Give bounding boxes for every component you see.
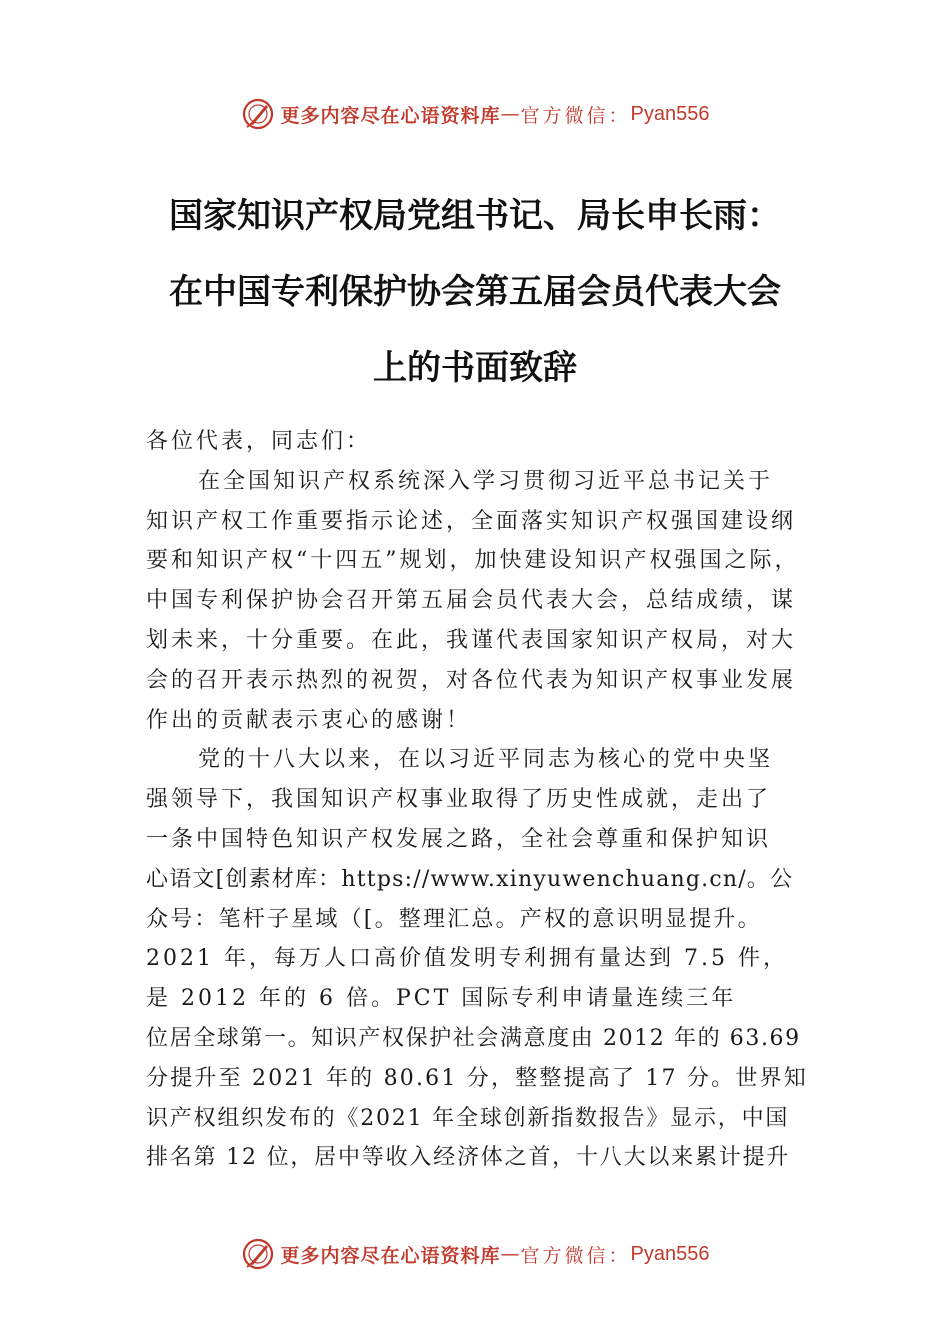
quill-seal-icon [241, 1237, 275, 1271]
quill-seal-icon [241, 97, 275, 131]
paragraph-line: 排名第 12 位，居中等收入经济体之首，十八大以来累计提升 [146, 1145, 791, 1171]
paragraph-line: 2021 年，每万人口高价值发明专利拥有量达到 7.5 件， [146, 946, 788, 972]
document-title [0, 178, 950, 406]
paragraph-line: 中国专利保护协会召开第五届会员代表大会，总结成绩，谋 [146, 588, 797, 614]
paragraph-line: 分提升至 2021 年的 80.61 分，整整提高了 17 分。世界知 [146, 1065, 808, 1091]
paragraph-line-url: 心语文[创素材库：https://www.xinyuwenchuang.cn/。公 [146, 866, 794, 892]
banner-main-text: 更多内容尽在心语资料库 [280, 1244, 501, 1267]
banner-wechat-label: 官方微信： [520, 104, 631, 127]
banner-wechat-id: Pyan556 [630, 1242, 710, 1265]
title-line-3: 上的书面致辞 [373, 348, 577, 388]
footer-banner [0, 1234, 950, 1274]
paragraph-line: 一条中国特色知识产权发展之路，全社会尊重和保护知识 [146, 826, 772, 852]
banner-main-text: 更多内容尽在心语资料库 [280, 104, 501, 127]
paragraph-line: 党的十八大以来，在以习近平同志为核心的党中央坚 [198, 747, 774, 773]
banner-separator: — [500, 1243, 521, 1265]
paragraph-line: 位居全球第一。知识产权保护社会满意度由 2012 年的 63.69 [146, 1025, 801, 1051]
paragraph-line: 要和知识产权“十四五”规划，加快建设知识产权强国之际， [146, 548, 800, 574]
title-line-2: 在中国专利保护协会第五届会员代表大会 [169, 272, 781, 312]
paragraph-line: 是 2012 年的 6 倍。PCT 国际专利申请量连续三年 [146, 986, 737, 1012]
header-banner [0, 94, 950, 134]
document-body [146, 422, 806, 1178]
paragraph-line: 在全国知识产权系统深入学习贯彻习近平总书记关于 [198, 468, 774, 494]
banner-wechat-id: Pyan556 [630, 102, 710, 125]
paragraph-line: 划未来，十分重要。在此，我谨代表国家知识产权局，对大 [146, 627, 797, 653]
title-line-1: 国家知识产权局党组书记、局长申长雨： [169, 196, 781, 236]
paragraph-line: 会的召开表示热烈的祝贺，对各位代表为知识产权事业发展 [146, 667, 797, 693]
salutation: 各位代表，同志们： [146, 429, 372, 454]
paragraph-line: 作出的贡献表示衷心的感谢！ [146, 707, 472, 733]
paragraph-line: 众号：笔杆子星域（[。整理汇总。产权的意识明显提升。 [146, 906, 762, 932]
paragraph-line: 识产权组织发布的《2021 年全球创新指数报告》显示，中国 [146, 1105, 790, 1131]
banner-separator: — [500, 103, 521, 125]
paragraph-line: 知识产权工作重要指示论述，全面落实知识产权强国建设纲 [146, 508, 797, 534]
paragraph-line: 强领导下，我国知识产权事业取得了历史性成就，走出了 [146, 787, 772, 813]
banner-wechat-label: 官方微信： [520, 1244, 631, 1267]
